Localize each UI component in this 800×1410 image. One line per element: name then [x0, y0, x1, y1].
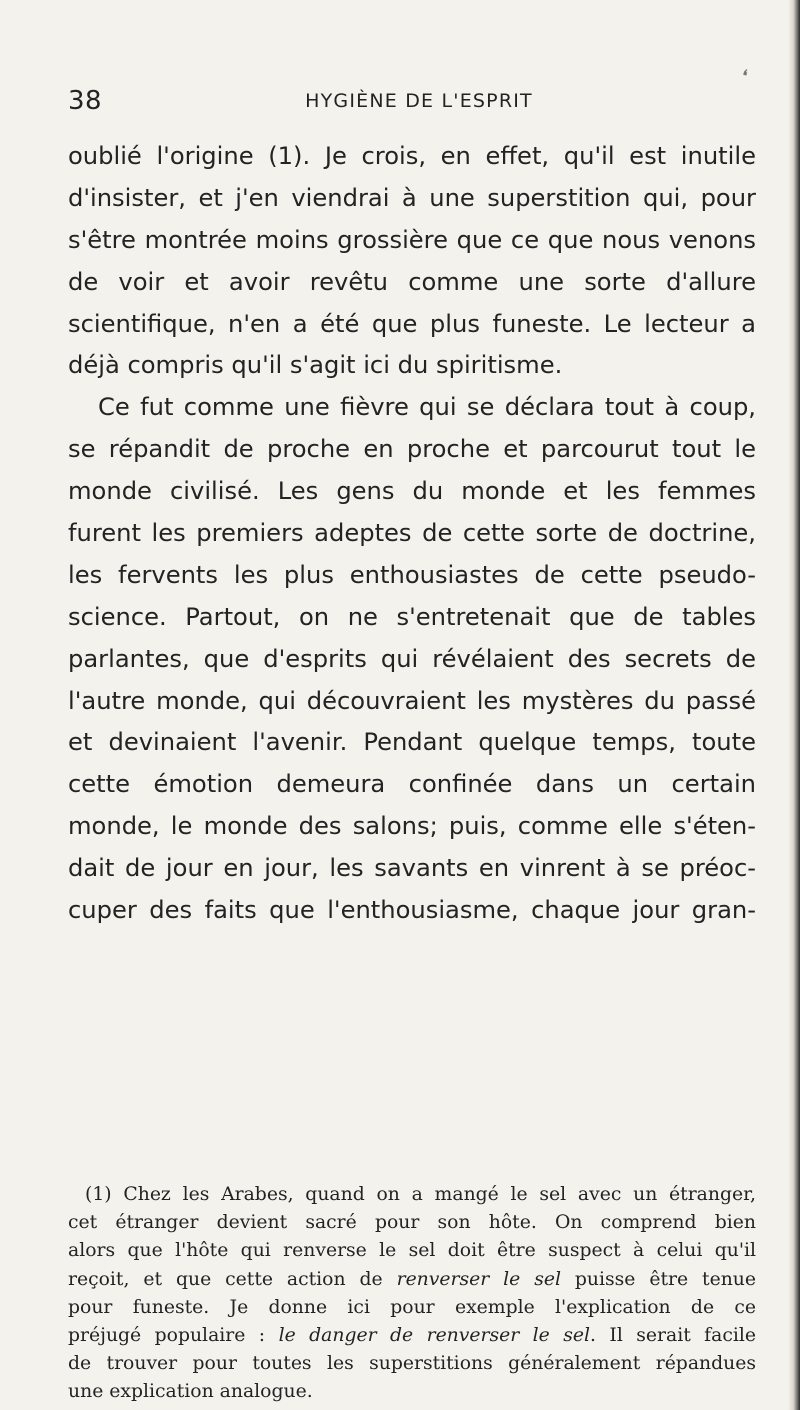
body-line-7: Ce fut comme une fièvre qui se déclara tout à coup, [98, 393, 756, 422]
footnote-line-6-end: . Il serait facile [589, 1324, 756, 1346]
footnote-line-1: (1) Chez les Arabes, quand on a mangé le sel avec un étranger, [85, 1184, 756, 1205]
footnote-line-5: pour funeste. Je donne ici pour exemple l'explication de ce [68, 1296, 756, 1318]
footnote-line-3: alors que l'hôte qui renverse le sel doit être suspect à celui qu'il [68, 1240, 756, 1262]
footnote-line-4-end: puisse être tenue [560, 1268, 757, 1290]
body-line-13: parlantes, que d'esprits qui révélaient des secrets de [68, 644, 756, 673]
body-line-6: déjà compris qu'il s'agit ici du spiritisme. [68, 351, 563, 380]
footnote-line-4 [68, 1266, 756, 1294]
body-line-15: et devinaient l'avenir. Pendant quelque temps, toute [68, 728, 756, 757]
page-number: 38 [68, 86, 103, 116]
body-line-11: les fervents les plus enthousiastes de cette pseudo- [68, 560, 756, 589]
body-line-16: cette émotion demeura confinée dans un certain [68, 770, 756, 799]
body-line-1: oublié l'origine (1). Je crois, en effet, qu'il est inutile [68, 142, 756, 170]
footnote-italic-phrase-1: renverser le sel [396, 1268, 561, 1290]
footnote-line-4-start: reçoit, et que cette action de [68, 1268, 397, 1290]
body-line-3: s'être montrée moins grossière que ce que nous venons [68, 225, 756, 254]
footnote-italic-phrase-2: le danger de renverser le sel [278, 1324, 590, 1346]
body-line-12: science. Partout, on ne s'entretenait que de tables [68, 602, 756, 631]
body-line-9: monde civilisé. Les gens du monde et les femmes [68, 477, 756, 506]
footnote-line-6 [68, 1322, 756, 1350]
body-line-19: cuper des faits que l'enthousiasme, chaque jour gran- [68, 896, 756, 925]
body-line-8: se répandit de proche en proche et parcourut tout le [68, 435, 756, 464]
footnote-line-2: cet étranger devient sacré pour son hôte. On comprend bien [68, 1212, 756, 1234]
corner-mark: ❛ [737, 65, 750, 88]
body-line-10: furent les premiers adeptes de cette sorte de doctrine, [68, 519, 756, 548]
main-text [68, 136, 756, 932]
page-header [68, 84, 770, 118]
body-line-5: scientifique, n'en a été que plus funeste. Le lecteur a [68, 309, 756, 338]
body-line-4: de voir et avoir revêtu comme une sorte d'allure [68, 267, 756, 296]
footnote-line-8: une explication analogue. [68, 1381, 313, 1403]
body-line-18: dait de jour en jour, les savants en vinrent à se préoc- [68, 854, 756, 883]
footnote-line-7: de trouver pour toutes les superstitions généralement répandues [68, 1353, 756, 1375]
body-line-14: l'autre monde, qui découvraient les mystères du passé [68, 686, 756, 715]
footnote [68, 1181, 756, 1407]
body-line-17: monde, le monde des salons; puis, comme elle s'éten- [68, 812, 756, 841]
footnote-line-6-start: préjugé populaire : [68, 1324, 279, 1346]
page-edge-shadow [788, 0, 800, 1410]
body-line-2: d'insister, et j'en viendrai à une superstition qui, pour [68, 183, 756, 212]
running-title: HYGIÈNE DE L'ESPRIT [305, 90, 533, 112]
